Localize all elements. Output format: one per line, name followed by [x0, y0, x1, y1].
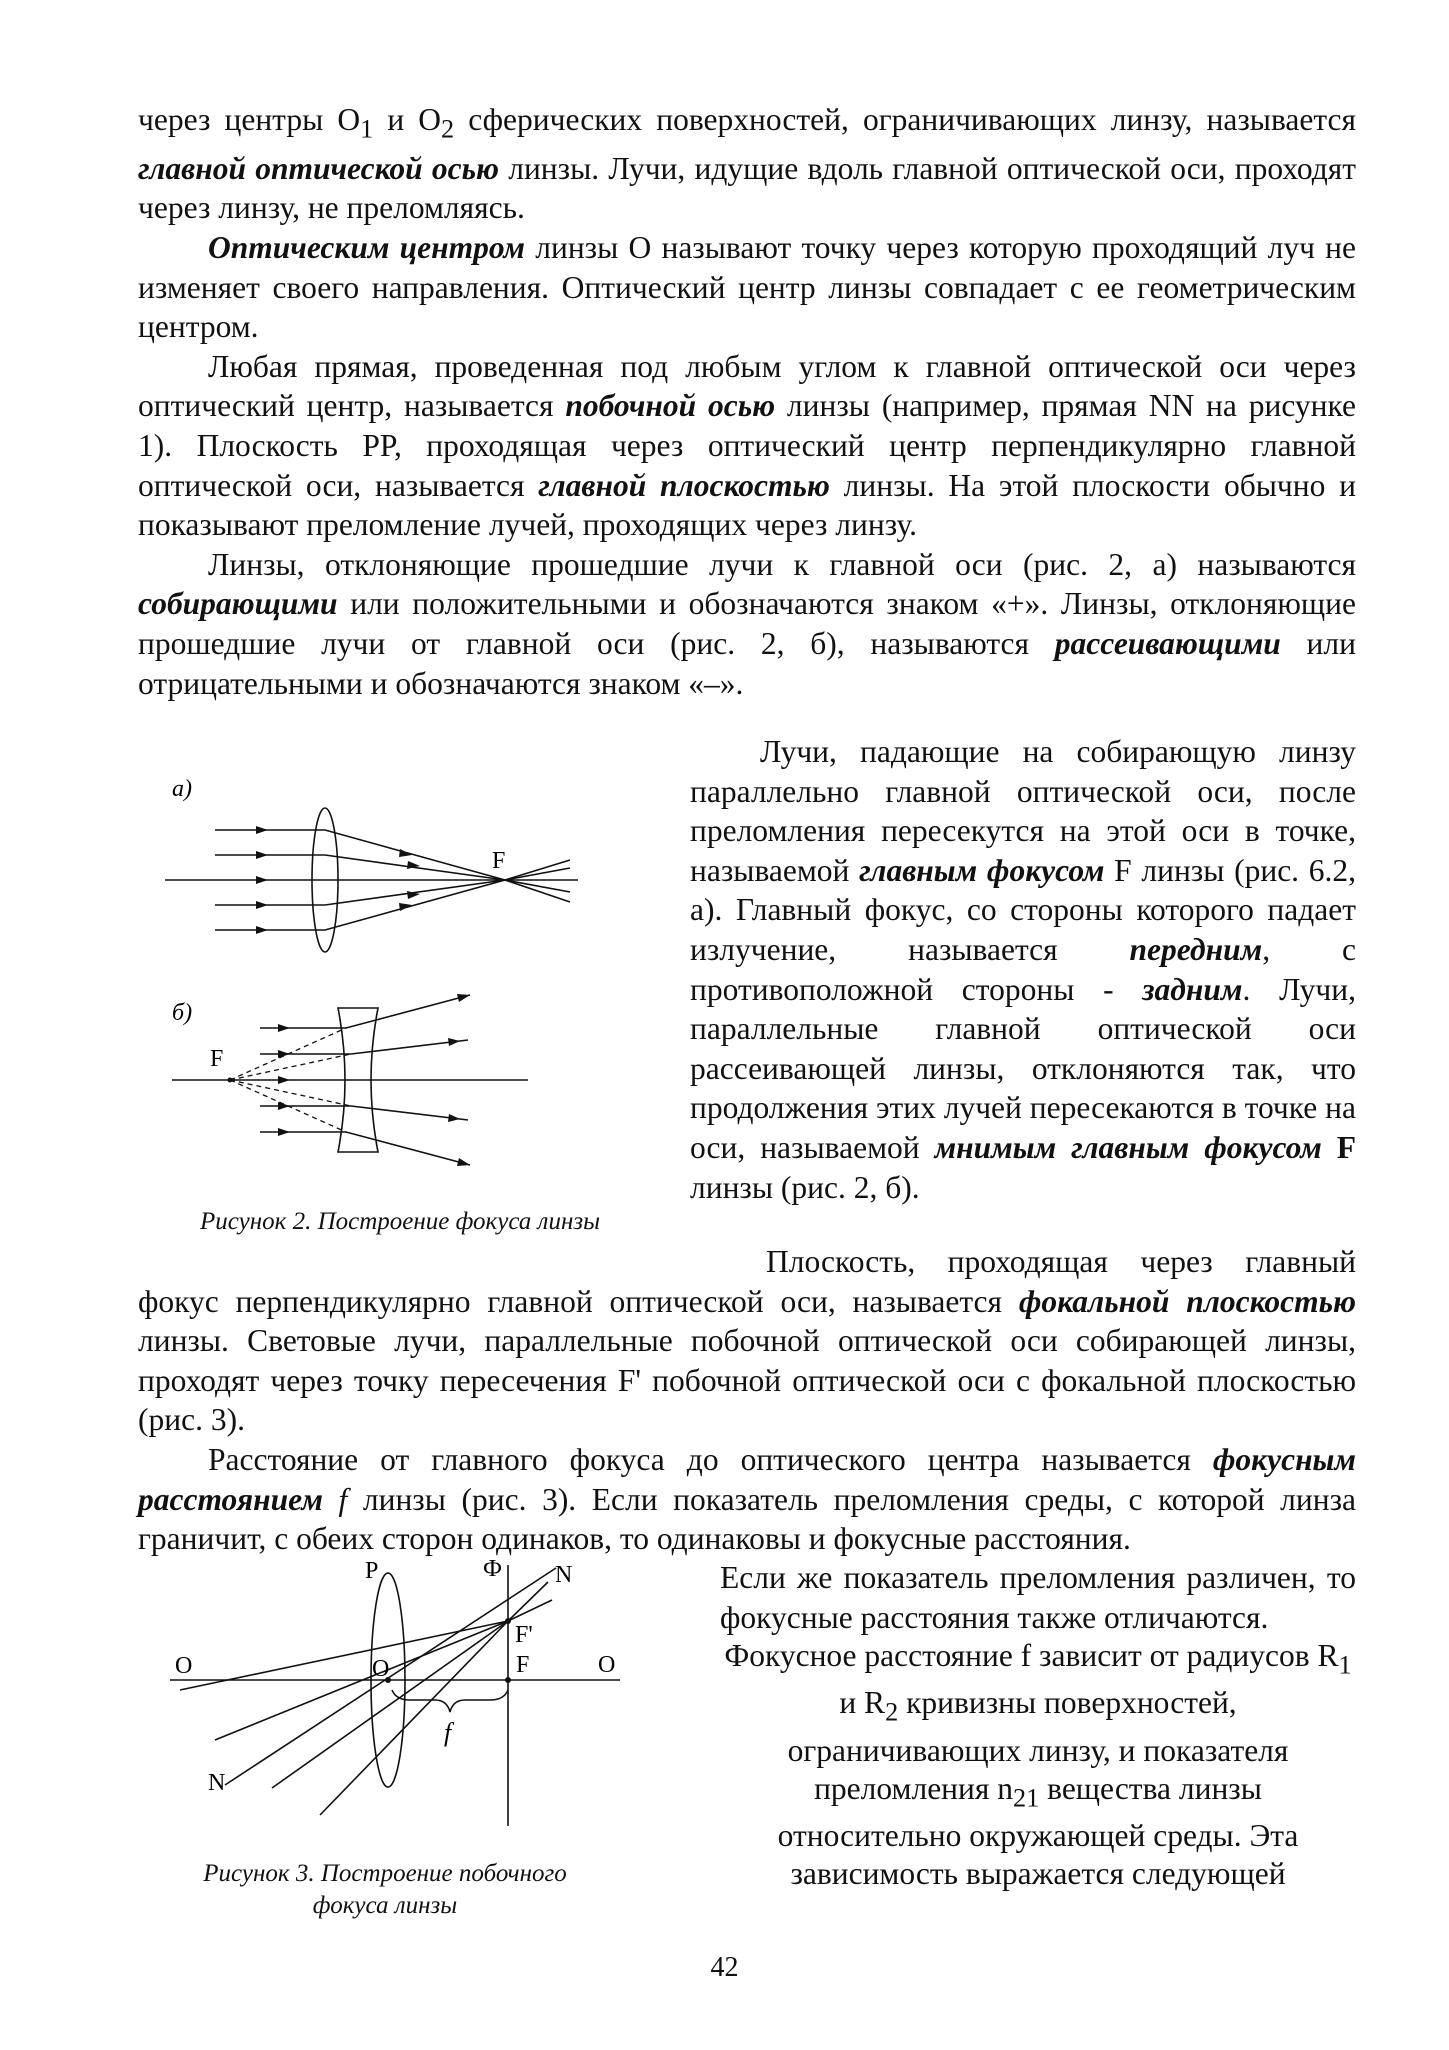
focal-length-brace — [392, 1690, 508, 1712]
label-P: P — [365, 1560, 379, 1584]
label-F-prime: F' — [515, 1622, 533, 1648]
fig2-label-a: а) — [172, 776, 192, 802]
paragraph-focal-plane: Плоскость, проходящая через главный фокус перпендикулярно главной оптической оси, называется фокальной плоскостью линзы. Световые лучи, параллельные побочной оптической оси собирающей линзы, проходят через точку пересечения F' побочной оптической оси с фокальной плоскостью (рис. 3). — [138, 1244, 1356, 1438]
label-f: f — [444, 1718, 452, 1747]
paragraph-secondary-axis: Любая прямая, проведенная под любым углом к главной оптической оси через оптический центр, называется побочной осью линзы (например, прямая NN на рисунке 1). Плоскость PP, проходящая через оптический центр перпендикулярно главной оптической оси, называется главной плоскостью линзы. На этой плоскости обычно и показывают преломление лучей, проходящих через линзу. — [138, 348, 1356, 543]
fig2-label-b: б) — [172, 1000, 193, 1026]
paragraph-main-axis: через центры $O_1$ и $O_2$ сферических поверхностей, ограничивающих линзу, называется главной оптической осью линзы. Лучи, идущие вдоль главной оптической оси, проходят через линзу, не преломляясь. — [138, 102, 1356, 226]
term-main-plane: главной плоскостью — [538, 467, 830, 503]
label-O-right: O — [598, 1652, 616, 1678]
label-O-left: O — [175, 1653, 193, 1679]
term-secondary-axis: побочной осью — [565, 388, 776, 424]
page-number: 42 — [710, 1952, 739, 1983]
term-front: передним — [1129, 931, 1263, 967]
fig3-caption: Рисунок 3. Построение побочного фокуса линзы — [203, 1860, 567, 1919]
secondary-axis-NN — [225, 1568, 556, 1785]
term-optical-center: Оптическим центром — [208, 230, 526, 266]
paragraph-optical-center: Оптическим центром линзы O называют точку через которую проходящий луч не изменяет своего направления. Оптический центр линзы совпадает с ее геометрическим центром. — [138, 230, 1356, 345]
label-Phi: Ф — [483, 1560, 502, 1582]
figure-3-secondary-focus — [160, 1560, 640, 1840]
term-converging: собирающими — [138, 586, 338, 622]
paragraph-focal-length: Расстояние от главного фокуса до оптического центра называется фокусным расстоянием f линзы (рис. 3). Если показатель преломления среды, с которой линза граничит, с обеих сторон одинаков, то одинаковы и фокусные расстояния. — [138, 1441, 1357, 1557]
paragraph-different-index: Если же показатель преломления различен, то фокусные расстояния также отличаются. — [720, 1560, 1356, 1635]
symbol-f-italic: f — [338, 1481, 348, 1517]
paragraph-lens-types: Линзы, отклоняющие прошедшие лучи к главной оси (рис. 2, а) называются собирающими или положительными и обозначаются знаком «+». Линзы, отклоняющие прошедшие лучи от главной оси (рис. 2, б), называются рассеивающими или отрицательными и обозначаются знаком «–». — [138, 546, 1356, 701]
paragraph-focal-dependence: Фокусное расстояние f зависит от радиусов $R_1$ и $R_2$ кривизны поверхностей, ограничивающих линзу, и показателя преломления $n_{21}$ вещества линзы относительно окружающей среды. Эта зависимость выражается следующей — [724, 1638, 1352, 1892]
symbol-f-bold: F — [1336, 1129, 1357, 1165]
label-F: F — [516, 1652, 530, 1678]
text-block-top — [138, 100, 1356, 703]
term-rear: задним — [1142, 971, 1243, 1007]
term-virtual-focus: мнимым главным фокусом — [934, 1129, 1322, 1165]
term-focal-plane: фокальной плоскостью — [1018, 1283, 1356, 1319]
label-N-top: N — [555, 1562, 573, 1588]
ray-b1 — [260, 995, 470, 1028]
term-main-axis: главной оптической осью — [138, 150, 499, 186]
label-N-bottom: N — [208, 1770, 226, 1796]
figure-2-lens-focus — [150, 760, 680, 1240]
paragraph-main-focus: Лучи, падающие на собирающую линзу параллельно главной оптической оси, после преломления пересекутся на этой оси в точке, называемой главным фокусом F линзы (рис. 6.2, а). Главный фокус, со стороны которого падает излучение, называется передним, с противоположной стороны - задним. Лучи, параллельные главной оптической оси рассеивающей линзы, отклоняются так, что продолжения этих лучей пересекаются в точке на оси, называемой мнимым главным фокусом F линзы (рис. 2, б). — [690, 734, 1357, 1205]
fig2-focus-a: F — [492, 848, 506, 874]
fig2-focus-b: F — [210, 1046, 224, 1072]
fig2-caption: Рисунок 2. Построение фокуса линзы — [199, 1208, 601, 1235]
term-focal-length: фокусным расстоянием — [138, 1441, 1356, 1517]
label-O-center: O — [372, 1656, 390, 1682]
text-column-right-2 — [720, 1558, 1356, 1893]
term-diverging: рассеивающими — [1054, 626, 1281, 662]
term-main-focus: главным фокусом — [859, 852, 1105, 888]
text-column-right-1 — [690, 732, 1356, 1207]
text-block-middle — [138, 1242, 1356, 1559]
